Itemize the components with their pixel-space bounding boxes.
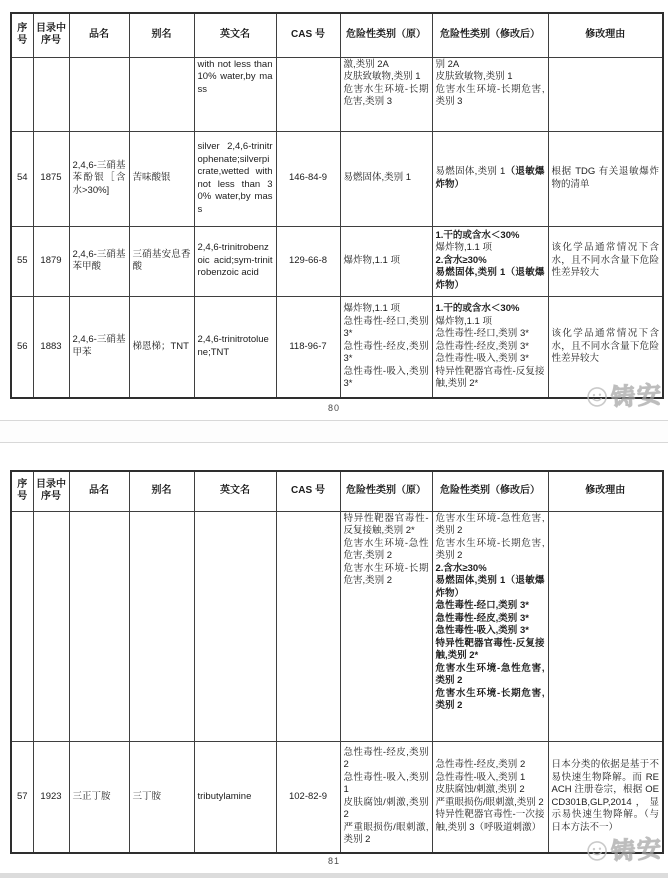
table-row: [11, 57, 663, 131]
table-cell: [11, 57, 33, 131]
table-cell: [340, 741, 432, 853]
cell-line: 急性毒性-吸入,类别 1: [343, 771, 429, 796]
cell-line: 特异性靶器官毒性-反复接触,类别 2*: [435, 637, 545, 661]
column-header: 危险性类别（原）: [340, 13, 432, 57]
cell-line: 皮肤致敏物,类别 1: [435, 71, 513, 82]
column-header: CAS 号: [276, 471, 340, 511]
cell-line: 2.含水≥30%: [435, 254, 487, 266]
table-cell: [69, 296, 129, 398]
column-header: 品名: [69, 471, 129, 511]
cell-line: 急性毒性-吸入,类别 3*: [343, 365, 429, 389]
column-header: 目录中序号: [33, 471, 69, 511]
cell-line: 爆炸物,1.1 项: [343, 254, 400, 266]
table-cell: [432, 57, 548, 131]
cell-line: 苦味酸银: [132, 172, 171, 184]
cell-line: 三硝基安息香酸: [132, 248, 191, 272]
table-cell: [69, 741, 129, 853]
cell-line: 三正丁胺: [72, 790, 111, 802]
cell-line: 2,4,6-三硝基苯甲酸: [72, 248, 126, 272]
page-edge-line: [0, 420, 668, 421]
table-cell: [194, 741, 276, 853]
column-header: 目录中序号: [33, 13, 69, 57]
table-cell: [340, 511, 432, 741]
table-cell: [340, 57, 432, 131]
column-header: 危险性类别（修改后）: [432, 13, 548, 57]
table-cell: [276, 57, 340, 131]
cell-line: 急性毒性-经皮,类别 2: [343, 746, 429, 771]
cell-line: 2,4,6-三硝基苯酚银［含水>30%]: [72, 159, 126, 196]
page-80: [0, 0, 668, 420]
column-header: 修改理由: [548, 471, 663, 511]
table-row: [11, 296, 663, 398]
cell-line: 危害水生环境-长期危害,类别 2: [343, 562, 429, 586]
cell-line: tributylamine: [197, 790, 252, 802]
page-81: [0, 443, 668, 874]
column-header: 别名: [129, 13, 194, 57]
column-header: 危险性类别（修改后）: [432, 471, 548, 511]
cell-line: 危害水生环境-急性危害,类别 2: [343, 537, 429, 561]
cell-line: 危害水生环境-急性危害,类别 2: [435, 662, 545, 686]
cell-line: 急性毒性-吸入,类别 1: [435, 771, 526, 783]
table-cell: [340, 226, 432, 296]
table-cell: 1883: [33, 296, 69, 398]
hazard-table: [10, 12, 664, 399]
table-cell: [129, 511, 194, 741]
table-cell: [432, 511, 548, 741]
column-header: 英文名: [194, 13, 276, 57]
table-cell: 57: [11, 741, 33, 853]
cell-line: 爆炸物,1.1 项: [343, 303, 400, 314]
cell-line: with not less than 10% water,by mass: [197, 58, 273, 95]
cell-line: 严重眼损伤/眼刺激,类别 2: [435, 796, 544, 808]
watermark-text: 铸安: [610, 835, 665, 866]
column-header: 序号: [11, 13, 33, 57]
cell-line: 激,类别 2A: [343, 58, 389, 70]
table-row: [11, 226, 663, 296]
cell-line: 2,4,6-trinitrotoluene;TNT: [197, 334, 269, 358]
table-cell: 1923: [33, 741, 69, 853]
table-cell: [548, 226, 663, 296]
page-number: 81: [327, 856, 340, 866]
cell-line: 梯恩梯；TNT: [132, 340, 189, 352]
column-header: 修改理由: [548, 13, 663, 57]
cell-line: 易燃固体,类别 1: [343, 172, 412, 184]
cell-line: 皮肤致敏物,类别 1: [343, 71, 421, 82]
cell-line: 易燃固体,类别 1（退敏爆炸物）: [435, 575, 545, 599]
cell-line: 急性毒性-经口,类别 3*: [435, 600, 529, 611]
cell-line: 1.干的或含水＜30%: [435, 303, 520, 314]
table-cell: [194, 296, 276, 398]
table-cell: 55: [11, 226, 33, 296]
table-cell: [548, 511, 663, 741]
table-cell: [129, 57, 194, 131]
cell-line: 严重眼损伤/眼刺激,类别 2: [343, 821, 429, 846]
table-cell: 1875: [33, 131, 69, 226]
cell-line: 皮肤腐蚀/刺激,类别 2: [435, 784, 525, 796]
cell-line: 根据 TDG 有关退敏爆炸物的清单: [551, 166, 659, 190]
table-cell: [129, 296, 194, 398]
cell-line: 易燃固体,类别 1（退敏爆炸物）: [435, 267, 545, 291]
table-cell: [33, 511, 69, 741]
cell-line: 爆炸物,1.1 项: [435, 315, 492, 327]
cell-line: 1.干的或含水＜30%: [435, 229, 520, 241]
column-header: 别名: [129, 471, 194, 511]
table-cell: 146-84-9: [276, 131, 340, 226]
cell-line: 急性毒性-经口,类别 3*: [343, 315, 429, 339]
table-cell: 54: [11, 131, 33, 226]
cell-line: 别 2A: [435, 58, 460, 70]
table-cell: 129-66-8: [276, 226, 340, 296]
cell-line: 2.含水≥30%: [435, 562, 487, 574]
table-cell: [548, 741, 663, 853]
column-header: 序号: [11, 471, 33, 511]
cell-line: silver 2,4,6-trinitrophenate;silverpicrate,wetted with not less than 30% water,by mass: [197, 141, 273, 215]
cell-line: 急性毒性-经皮,类别 3*: [435, 612, 529, 624]
table-cell: [69, 131, 129, 226]
table-cell: [33, 57, 69, 131]
table-cell: [194, 226, 276, 296]
table-cell: [432, 741, 548, 853]
cell-line: 急性毒性-经口,类别 3*: [435, 328, 529, 339]
table-cell: [129, 226, 194, 296]
hazard-table: [10, 470, 664, 854]
table-cell: [129, 741, 194, 853]
cell-line: 危害水生环境-急性危害,类别 2: [435, 512, 545, 536]
column-header: 品名: [69, 13, 129, 57]
header-row: [11, 471, 663, 511]
cell-line: 危害水生环境-长期危害,类别 3: [435, 83, 545, 107]
table-cell: [340, 296, 432, 398]
cell-line: 危害水生环境-长期危害,类别 3: [343, 83, 429, 107]
table-cell: [129, 131, 194, 226]
cell-line: 2,4,6-三硝基甲苯: [72, 334, 126, 358]
cell-line: 危害水生环境-长期危害,类别 2: [435, 537, 545, 561]
column-header: CAS 号: [276, 13, 340, 57]
table-row: [11, 741, 663, 853]
table-cell: [432, 226, 548, 296]
cell-line: 易燃固体,类别 1（退敏爆炸物）: [435, 166, 545, 190]
cell-line: 急性毒性-吸入,类别 3*: [435, 625, 529, 636]
header-row: [11, 13, 663, 57]
table-cell: [194, 131, 276, 226]
table-cell: 102-82-9: [276, 741, 340, 853]
cell-line: 急性毒性-经皮,类别 3*: [343, 340, 429, 364]
cell-line: 皮肤腐蚀/刺激,类别 2: [343, 796, 429, 821]
table-cell: [432, 131, 548, 226]
table-row: [11, 131, 663, 226]
table-cell: [194, 511, 276, 741]
column-header: 危险性类别（原）: [340, 471, 432, 511]
table-cell: [432, 296, 548, 398]
cell-line: 特异性靶器官毒性-反复接触,类别 2*: [343, 512, 429, 536]
cell-line: 危害水生环境-长期危害,类别 2: [435, 687, 545, 711]
table-cell: 56: [11, 296, 33, 398]
cell-line: 特异性靶器官毒性-一次接触,类别 3（呼吸道刺激）: [435, 809, 545, 833]
table-cell: [548, 57, 663, 131]
screenshot-bottom-edge: [0, 873, 668, 878]
table-row: [11, 511, 663, 741]
cell-line: 急性毒性-吸入,类别 3*: [435, 353, 529, 364]
table-cell: 1879: [33, 226, 69, 296]
cell-line: 该化学品通常情况下含水，且不同水含量下危险性差异较大: [551, 328, 659, 364]
table-cell: [194, 57, 276, 131]
cell-line: 该化学品通常情况下含水，且不同水含量下危险性差异较大: [551, 242, 659, 279]
table-cell: [11, 511, 33, 741]
table-cell: [548, 131, 663, 226]
cell-line: 急性毒性-经皮,类别 2: [435, 759, 526, 771]
table-cell: [69, 226, 129, 296]
table-cell: [548, 296, 663, 398]
cell-line: 三丁胺: [132, 790, 162, 802]
cell-line: 2,4,6-trinitrobenzoic acid;sym-trinitrobenzoic acid: [197, 242, 273, 279]
cell-line: 急性毒性-经皮,类别 3*: [435, 340, 529, 352]
table-cell: [276, 511, 340, 741]
table-cell: [69, 511, 129, 741]
page-number: 80: [327, 403, 340, 413]
cell-line: 日本分类的依据是基于不易快速生物降解。而 REACH 注册卷宗，根据 OECD301B,GLP,2014，显示易快速生物降解。（与日本方法不一）: [551, 759, 659, 833]
table-cell: [340, 131, 432, 226]
column-header: 英文名: [194, 471, 276, 511]
watermark-text: 铸安: [610, 381, 665, 412]
cell-line: 特异性靶器官毒性-反复接触,类别 2*: [435, 365, 545, 389]
table-cell: 118-96-7: [276, 296, 340, 398]
table-cell: [69, 57, 129, 131]
cell-line: 爆炸物,1.1 项: [435, 242, 492, 254]
